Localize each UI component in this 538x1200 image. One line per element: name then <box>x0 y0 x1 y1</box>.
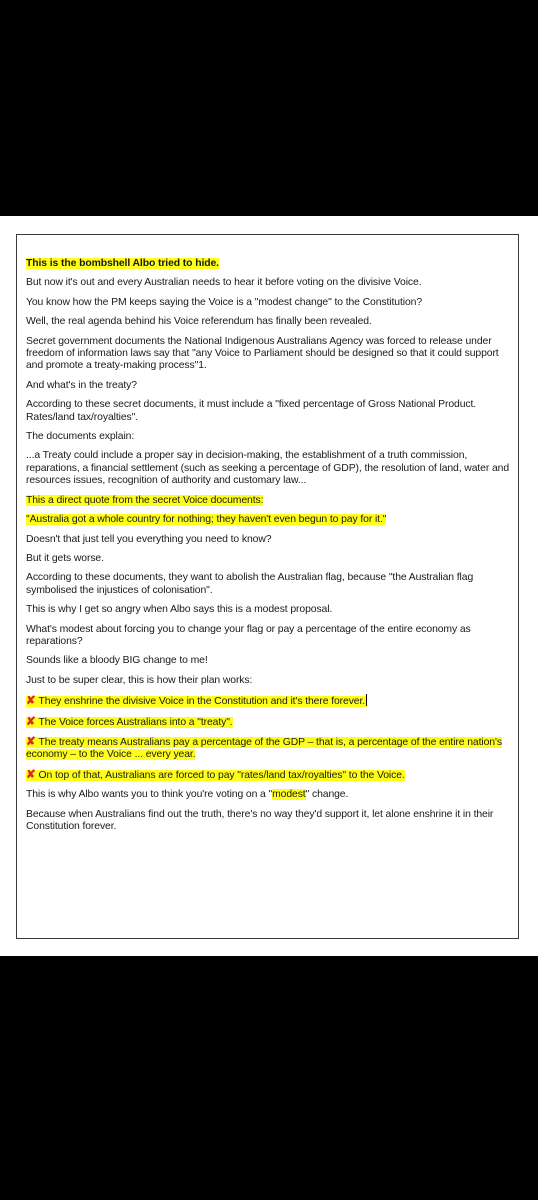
cross-icon: ✘ <box>26 768 36 781</box>
paragraph: Because when Australians find out the truth, there's no way they'd support it, let alone enshrine it in their Constitution forever. <box>26 808 494 832</box>
bullet-text: The treaty means Australians pay a percentage of the GDP – that is, a percentage of the entire nation's economy – to the Voice ... every year. <box>26 736 502 761</box>
paragraph: You know how the PM keeps saying the Voice is a "modest change" to the Constitution? <box>26 296 422 308</box>
paragraph: But it gets worse. <box>26 552 104 564</box>
paragraph: According to these documents, they want to abolish the Australian flag, because "the Australian flag symbolised the injustices of colonisation". <box>26 572 474 596</box>
text-span: This is why Albo wants you to think you're voting on a " <box>26 789 273 801</box>
paragraph: Sounds like a bloody BIG change to me! <box>26 655 208 667</box>
document-text <box>26 258 512 840</box>
paragraph: This is why I get so angry when Albo says this is a modest proposal. <box>26 604 333 616</box>
paragraph: Just to be super clear, this is how their plan works: <box>26 674 253 686</box>
cross-icon: ✘ <box>26 695 36 708</box>
bullet-item <box>26 694 512 708</box>
cross-icon: ✘ <box>26 715 36 728</box>
quote-paragraph: ...a Treaty could include a proper say in decision-making, the establishment of a truth commission, reparations, a financial settlement (such as seeking a percentage of GDP), the resolution of land, water and resources issues, recognition of authority and customary law... <box>26 450 510 487</box>
paragraph: But now it's out and every Australian needs to hear it before voting on the divisive Voice. <box>26 277 422 289</box>
highlighted-paragraph: This a direct quote from the secret Voice documents: <box>26 494 264 506</box>
paragraph: And what's in the treaty? <box>26 379 137 391</box>
paragraph: Well, the real agenda behind his Voice referendum has finally been revealed. <box>26 316 372 328</box>
paragraph: According to these secret documents, it must include a "fixed percentage of Gross National Product. Rates/land tax/royalties". <box>26 399 477 423</box>
highlighted-word: modest <box>272 789 306 801</box>
bullet-text: The Voice forces Australians into a "treaty". <box>38 716 233 728</box>
paragraph: The documents explain: <box>26 431 135 443</box>
paragraph: What's modest about forcing you to change your flag or pay a percentage of the entire economy as reparations? <box>26 623 471 647</box>
paragraph: Secret government documents the National Indigenous Australians Agency was forced to release under freedom of information laws say that "any Voice to Parliament should be designed so that it could support and promote a treaty-making process"1. <box>26 335 499 372</box>
paragraph <box>26 789 512 801</box>
bullet-text: They enshrine the divisive Voice in the Constitution and it's there forever. <box>38 696 366 708</box>
text-cursor <box>366 694 367 706</box>
bullet-item <box>26 769 512 782</box>
bullet-item <box>26 736 512 762</box>
bullet-item <box>26 716 512 729</box>
cross-icon: ✘ <box>26 735 36 748</box>
text-span: " change. <box>305 789 349 801</box>
bullet-text: On top of that, Australians are forced to pay "rates/land tax/royalties" to the Voice. <box>38 769 405 781</box>
highlighted-quote: "Australia got a whole country for nothing; they haven't even begun to pay for it." <box>26 514 387 526</box>
headline: This is the bombshell Albo tried to hide. <box>26 258 219 269</box>
paragraph: Doesn't that just tell you everything you need to know? <box>26 533 272 545</box>
